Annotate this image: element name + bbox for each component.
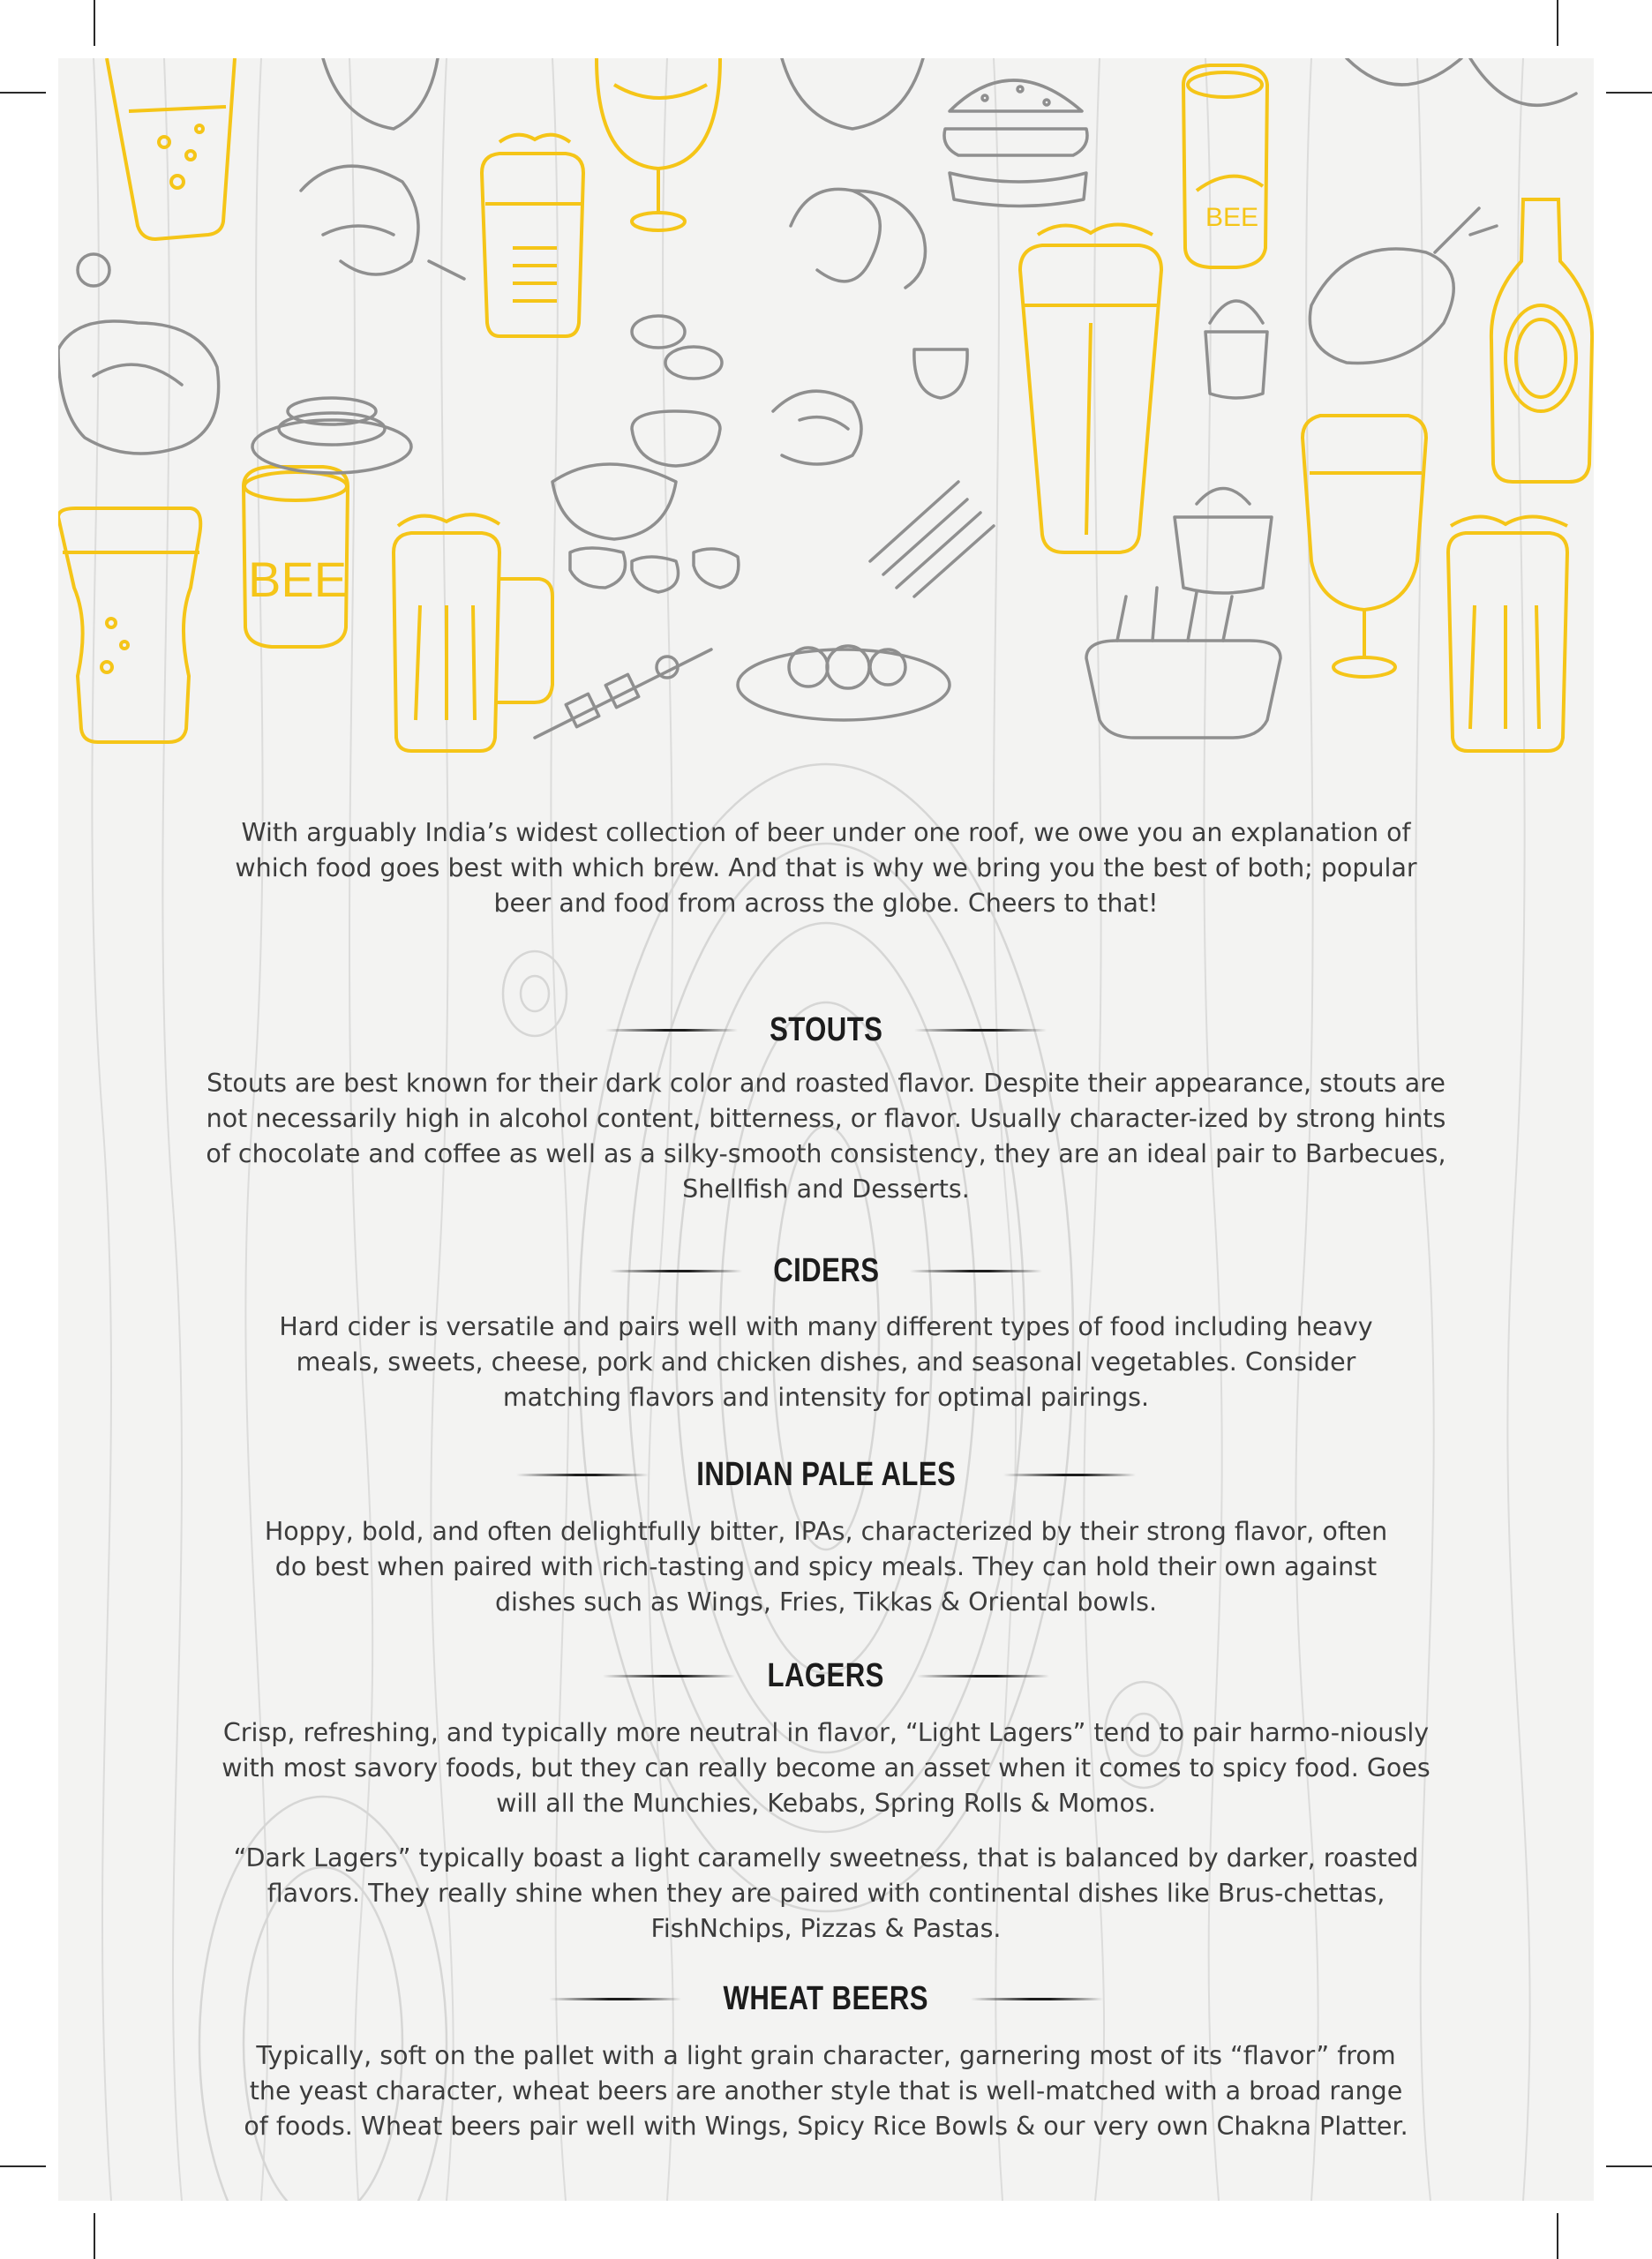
ramekin-icon (1175, 489, 1272, 594)
napkin-icon (323, 58, 923, 129)
light-lagers-description: Crisp, refreshing, and typically more neutral in flavor, “Light Lagers” tend to pair harmo-niously with most savory foods, but they can really become an asset when it comes to spicy food. Goes will all the Munchies, Kebabs, Spring Rolls & Momos. (222, 1718, 1430, 1818)
dip-bowl-icon (552, 464, 676, 539)
sauce-bowl-icon (632, 349, 967, 466)
tall-beer-glass-icon (1020, 224, 1161, 552)
fries-basket-icon (1086, 588, 1280, 738)
heading-rule-right (910, 1270, 1042, 1272)
can-label-left: BEE (248, 552, 348, 607)
crop-mark-bottom-left-v (94, 2213, 95, 2259)
cookies-icon (632, 316, 722, 379)
pint-glass-left-icon (58, 508, 200, 742)
goblet-glass-icon (597, 58, 720, 230)
ipa-description: Hoppy, bold, and often delightfully bitter, IPAs, characterized by their strong flavor, often do best when paired with rich-tasting and spicy meals. They can hold their own against dishes such as Wings, Fries, Tikkas & Oriental bowls. (264, 1517, 1388, 1617)
beer-glass-icon (107, 58, 235, 239)
beer-bottle-icon (1491, 199, 1592, 482)
heading-rule-left (605, 1029, 738, 1032)
crop-mark-top-right-v (1557, 0, 1558, 46)
wheat-beers-description: Typically, soft on the pallet with a light grain character, garnering most of its “flavor” from the yeast character, wheat beers are another style that is well-matched with a broad range of foods. Wheat beers pair well with Wings, Spicy Rice Bowls & our very own Chakna Platter. (244, 2041, 1408, 2141)
crop-mark-bottom-left-h (0, 2165, 46, 2167)
section-heading-wheat-beers (58, 1980, 1594, 2018)
stouts-description: Stouts are best known for their dark color and roasted flavor. Despite their appearance, stouts are not necessarily high in alcohol content, bitterness, or flavor. Usually character-ized by strong hints of chocolate and coffee as well as a silky-smooth consistency, they are an ideal pair to Barbecues, Shellfish and Desserts. (206, 1069, 1446, 1204)
chicken-leg-icon (1310, 208, 1497, 363)
section-title: CIDERS (772, 1252, 880, 1289)
section-title: LAGERS (767, 1657, 885, 1694)
onion-rings-icon (738, 646, 950, 720)
sausage-icon (791, 189, 926, 288)
crop-mark-bottom-right-v (1557, 2213, 1558, 2259)
pancake-plate-icon (252, 398, 411, 473)
food-and-beer-illustrations (58, 58, 1594, 782)
beer-mug-icon (394, 514, 552, 751)
section-heading-lagers (58, 1657, 1594, 1695)
shrimp-bowl-icon (773, 391, 861, 464)
shrimp-icon (301, 166, 464, 279)
section-heading-stouts (58, 1011, 1594, 1049)
section-title: WHEAT BEERS (723, 1980, 929, 2017)
beer-mug-right-icon (1448, 516, 1567, 751)
section-title: INDIAN PALE ALES (696, 1456, 956, 1493)
menu-page (58, 58, 1594, 2201)
heading-rule-left (610, 1270, 742, 1272)
heading-rule-right (1003, 1474, 1136, 1476)
crop-mark-bottom-right-h (1606, 2165, 1652, 2167)
heading-rule-left (516, 1474, 649, 1476)
crop-mark-top-right-h (1606, 92, 1652, 94)
heading-rule-right (917, 1675, 1049, 1677)
steak-icon (58, 254, 219, 454)
fries-icon (870, 482, 994, 597)
beer-can-icon (1183, 65, 1267, 267)
section-heading-indian-pale-ales (58, 1456, 1594, 1494)
section-title: STOUTS (769, 1011, 883, 1048)
can-label-right: BEE (1205, 203, 1259, 232)
ciders-description: Hard cider is versatile and pairs well with many different types of food including heavy meals, sweets, cheese, pork and chicken dishes, and seasonal vegetables. Consider matching flavors and intensity for optimal pairings. (279, 1312, 1373, 1412)
intro-paragraph: With arguably India’s widest collection of beer under one roof, we owe you an explanation of which food goes best with which brew. And that is why we bring you the best of both; popular beer and food from across the globe. Cheers to that! (235, 818, 1417, 918)
heading-rule-right (971, 1998, 1103, 2000)
kebab-skewer-icon (535, 649, 711, 738)
heading-rule-right (914, 1029, 1047, 1032)
momos-icon (1347, 58, 1576, 105)
goblet-right-icon (1303, 416, 1426, 677)
burger-icon (944, 80, 1087, 206)
crop-mark-top-left-v (94, 0, 95, 46)
dessert-cup-icon (1205, 301, 1267, 398)
spring-rolls-icon (570, 548, 739, 592)
heading-rule-left (603, 1675, 735, 1677)
dark-lagers-description: “Dark Lagers” typically boast a light caramelly sweetness, that is balanced by darker, roasted flavors. They really shine when they are paired with continental dishes like Brus-chettas, FishNchips, Pizzas & Pastas. (233, 1843, 1419, 1943)
crop-mark-top-left-h (0, 92, 46, 94)
pint-glass-icon (482, 135, 583, 336)
heading-rule-left (549, 1998, 681, 2000)
beer-can-left-icon (244, 467, 348, 647)
section-heading-ciders (58, 1252, 1594, 1290)
